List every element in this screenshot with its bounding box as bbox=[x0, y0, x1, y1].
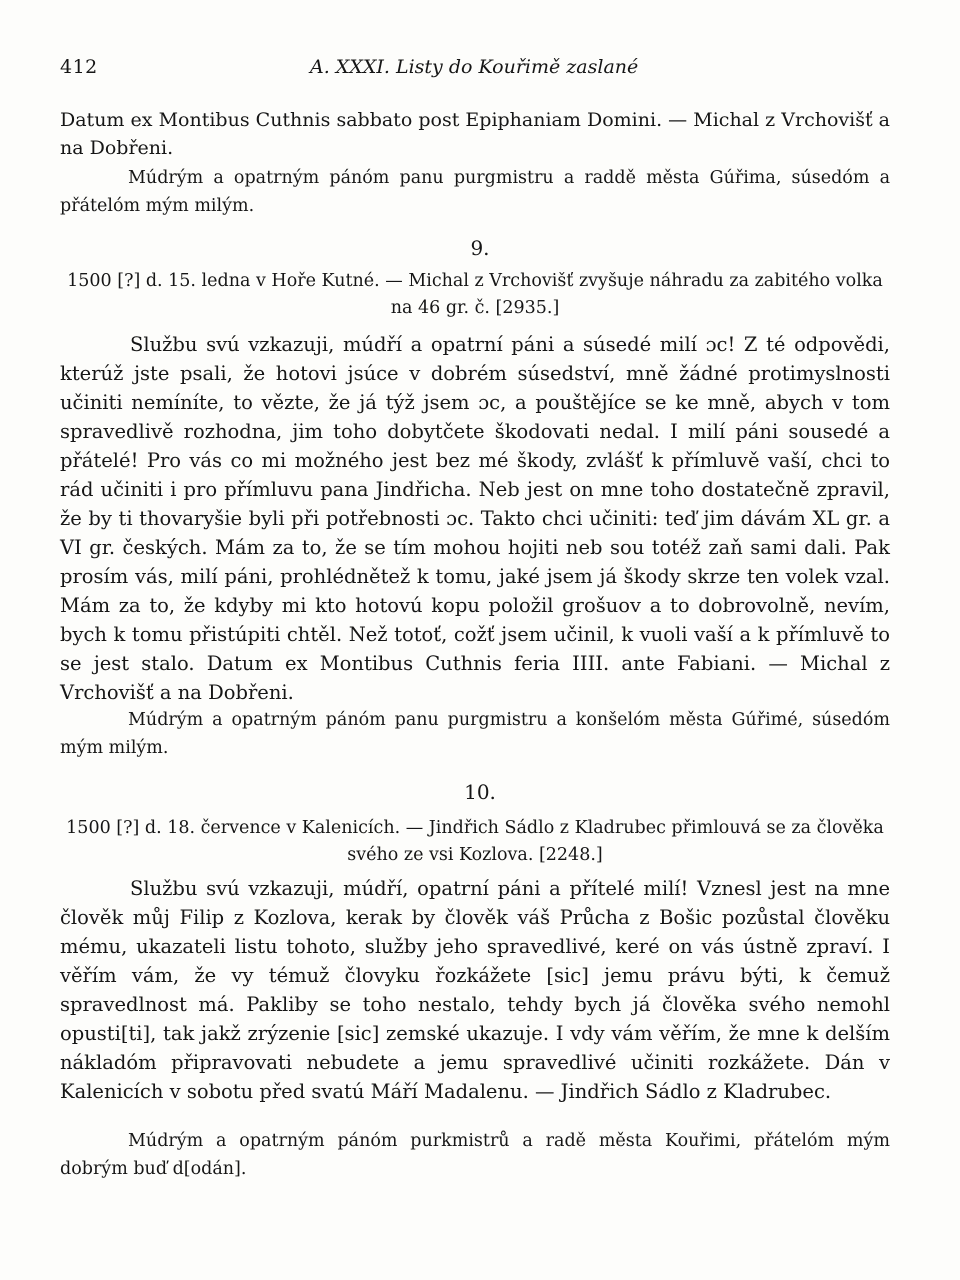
letter-address: Múdrým a opatrným pánóm panu purgmistru a konšelóm města Gúřimé, súsedóm mým milým. bbox=[60, 710, 890, 758]
letter-body: Službu svú vzkazuji, múdří, opatrní páni a přítelé milí! Vznesl jest na mne člověk můj Filip z Kozlova, kerak by člověk váš Průcha z Bošic pozůstal člověku mému, ukazateli listu tohoto, služby jeho spravedlivé, keré on vás ústně zpraví. I věřím vám, že vy témuž človyku řozkážete [sic] jemu právu býti, k čemuž spravedlnost má. Pakliby se toho nestalo, tehdy bych já člověka svého nemohl opusti[ti], tak jakž zrýzenie [sic] zemské ukazuje. I vdy vám věřím, že mne k delším nákladóm připravovati nebudete a jemu spravedlivé učiniti rozkážete. Dán v Kalenicích v sobotu před svatú Máří Madalenu. — Jindřich Sádlo z Kladrubec. bbox=[60, 877, 890, 1103]
letter-regest: 1500 [?] d. 18. července v Kalenicích. — Jindřich Sádlo z Kladrubec přimlouvá se za člověka svého ze vsi Kozlova. [2248.] bbox=[66, 818, 884, 865]
page-header bbox=[60, 56, 890, 84]
letter-regest: 1500 [?] d. 15. ledna v Hoře Kutné. — Michal z Vrchovišť zvyšuje náhradu za zabitého volka na 46 gr. č. [2935.] bbox=[67, 271, 883, 318]
running-title: A. XXXI. Listy do Kouřimě zaslané bbox=[310, 56, 639, 78]
page-number: 412 bbox=[60, 56, 98, 78]
previous-letter-address: Múdrým a opatrným pánóm panu purgmistru a raddě města Gúřima, súsedóm a přátelóm mým milým. bbox=[60, 168, 890, 216]
letter-body: Službu svú vzkazuji, múdří a opatrní páni a súsedé milí ɔc! Z té odpovědi, kterúž jste psali, že hotovi jsúce v dobrém súsedství, mně žádné protimyslnosti učiniti nemíníte, to vězte, že já týž jsem ɔc, a pouštějíce se ke mně, abych v tom spravedlivě rozhodna, jim toho dobytčete škodovati nedal. I milí páni sousedé a přátelé! Pro vás co mi možného jest bez mé škody, zvlášť k přímluvě vaší, chci to rád učiniti i pro přímluvu pana Jindřicha. Neb jest on mne toho dostatečně zpravil, že by ti thovaryšie byli při potřebnosti ɔc. Takto chci učiniti: teď jim dávám XL gr. a VI gr. českých. Mám za to, že se tím mohou hojiti neb sou totéž zaň sami dali. Pak prosím vás, milí páni, prohlédnětež k tomu, jaké jsem já škody skrze ten volek vzal. Mám za to, že kdyby mi kto hotovú kopu položil grošuov a to dobrovolně, nevím, bych k tomu přistúpiti chtěl. Než totoť, cožť jsem učinil, k vuoli vaší a k přímluvě to se jest stalo. Datum ex Montibus Cuthnis feria IIII. ante Fabiani. — Michal z Vrchovišť a na Dobřeni. bbox=[60, 333, 890, 704]
letter-number: 9. bbox=[470, 236, 490, 260]
letter-number: 10. bbox=[464, 780, 496, 804]
previous-letter-closing: Datum ex Montibus Cuthnis sabbato post Epiphaniam Domini. — Michal z Vrchovišť a na Dobřeni. bbox=[60, 109, 890, 159]
letter-address: Múdrým a opatrným pánóm purkmistrů a radě města Kouřimi, přátelóm mým dobrým buď d[odán]. bbox=[60, 1131, 890, 1179]
